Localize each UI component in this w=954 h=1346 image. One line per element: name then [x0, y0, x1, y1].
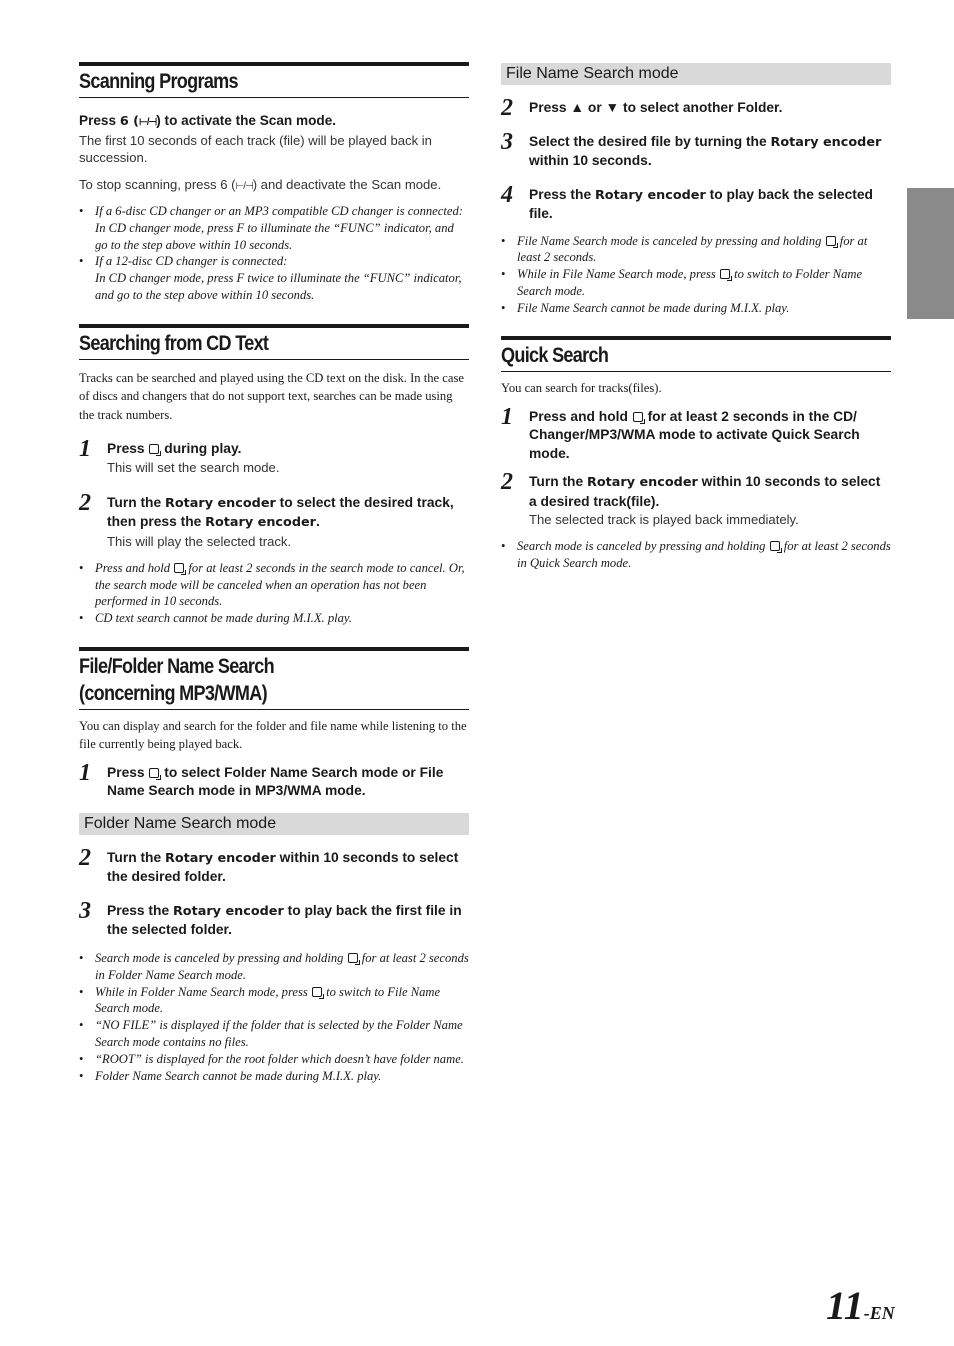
folder-notes	[79, 950, 469, 1084]
scanning-instruction: Press 6 (⊢/⊣) to activate the Scan mode.	[79, 112, 469, 132]
note-item: • Folder Name Search cannot be made during M.I.X. play.	[79, 1068, 469, 1085]
note-item: • While in File Name Search mode, press to switch to Folder Name Search mode.	[501, 266, 891, 300]
note-item: • Search mode is canceled by pressing and holding for at least 2 seconds in Folder Name Search mode.	[79, 950, 469, 984]
note-item: • Search mode is canceled by pressing and holding for at least 2 seconds in Quick Search mode.	[501, 538, 891, 572]
search-mode-icon	[149, 768, 159, 778]
scanning-title: Scanning Programs	[79, 70, 238, 93]
search-mode-icon	[770, 541, 780, 551]
scanning-header	[79, 62, 469, 98]
note-item: • CD text search cannot be made during M.I.X. play.	[79, 610, 469, 627]
note-item: • “NO FILE” is displayed if the folder that is selected by the Folder Name Search mode contains no files.	[79, 1017, 469, 1051]
search-mode-icon	[149, 444, 159, 454]
quick-header	[501, 336, 891, 372]
note-item: • If a 12-disc CD changer is connected: In CD changer mode, press F twice to illuminate the “FUNC” indicator, and go to the step above within 10 seconds.	[79, 253, 469, 303]
filename-step-2: 2 Press ▲ or ▼ to select another Folder.	[501, 95, 783, 121]
search-mode-icon	[174, 563, 184, 573]
note-item: • If a 6-disc CD changer or an MP3 compatible CD changer is connected: In CD changer mode, press F to illuminate the “FUNC” indicator, and go to the step above within 10 seconds.	[79, 203, 469, 253]
side-tab-marker	[907, 188, 954, 319]
left-column	[79, 0, 469, 1084]
scan-icon: ⊢/⊣	[235, 180, 253, 192]
filename-step-4: 4 Press the Rotary encoder to play back the selected file.	[501, 181, 873, 221]
note-item: • While in Folder Name Search mode, press to switch to File Name Search mode.	[79, 984, 469, 1018]
cdtext-notes	[79, 560, 469, 627]
search-mode-icon	[826, 236, 836, 246]
note-item: • “ROOT” is displayed for the root folder which doesn’t have folder name.	[79, 1051, 469, 1068]
filename-step-3: 3 Select the desired file by turning the Rotary encoder within 10 seconds.	[501, 128, 882, 168]
search-mode-icon	[348, 953, 358, 963]
folder-subhead: Folder Name Search mode	[79, 813, 469, 835]
right-column	[501, 0, 891, 572]
scanning-notes	[79, 203, 469, 304]
cdtext-title: Searching from CD Text	[79, 331, 269, 355]
quick-step-2: 2 Turn the Rotary encoder within 10 seconds to select a desired track(file). The selected track is played back immediately.	[501, 469, 881, 528]
filename-subhead: File Name Search mode	[501, 63, 891, 85]
search-mode-icon	[720, 269, 730, 279]
search-mode-icon	[633, 412, 643, 422]
folder-intro: You can display and search for the folder and file name while listening to the file currently being played back.	[79, 718, 467, 752]
folder-step-1: 1 Press to select Folder Name Search mode or File Name Search mode in MP3/WMA mode.	[79, 759, 444, 799]
folder-header	[79, 647, 469, 710]
quick-intro: You can search for tracks(files).	[501, 381, 662, 396]
scanning-para1: The first 10 seconds of each track (file) will be played back in succession.	[79, 132, 432, 165]
quick-notes	[501, 538, 891, 572]
folder-step-2: 2 Turn the Rotary encoder within 10 seconds to select the desired folder.	[79, 844, 459, 885]
folder-title-line2: (concerning MP3/WMA)	[79, 681, 267, 705]
cdtext-step-2: 2 Turn the Rotary encoder to select the desired track, then press the Rotary encoder. This will play the selected track.	[79, 489, 454, 549]
scan-icon: ⊢/⊣	[139, 117, 157, 128]
search-mode-icon	[312, 987, 322, 997]
note-item: • File Name Search cannot be made during M.I.X. play.	[501, 300, 891, 317]
folder-title-line1: File/Folder Name Search	[79, 654, 274, 678]
quick-title: Quick Search	[501, 344, 609, 368]
cdtext-intro: Tracks can be searched and played using the CD text on the disk. In the case of discs and changers that do not support text, searches can be made using the track numbers.	[79, 370, 464, 422]
folder-step-3: 3 Press the Rotary encoder to play back the first file in the selected folder.	[79, 897, 462, 938]
note-item: • File Name Search mode is canceled by pressing and holding for at least 2 seconds.	[501, 233, 891, 267]
filename-notes	[501, 233, 891, 317]
page-number: 11-EN	[826, 1283, 895, 1328]
scanning-para2: To stop scanning, press 6 (⊢/⊣) and deactivate the Scan mode.	[79, 176, 469, 196]
cdtext-header	[79, 324, 469, 360]
cdtext-step-1: 1 Press during play. This will set the search mode.	[79, 436, 280, 475]
quick-step-1: 1 Press and hold for at least 2 seconds in the CD/ Changer/MP3/WMA mode to activate Quick Search mode.	[501, 403, 860, 461]
note-item: • Press and hold for at least 2 seconds in the search mode to cancel. Or, the search mode will be canceled when an operation has not been performed in 10 seconds.	[79, 560, 469, 610]
